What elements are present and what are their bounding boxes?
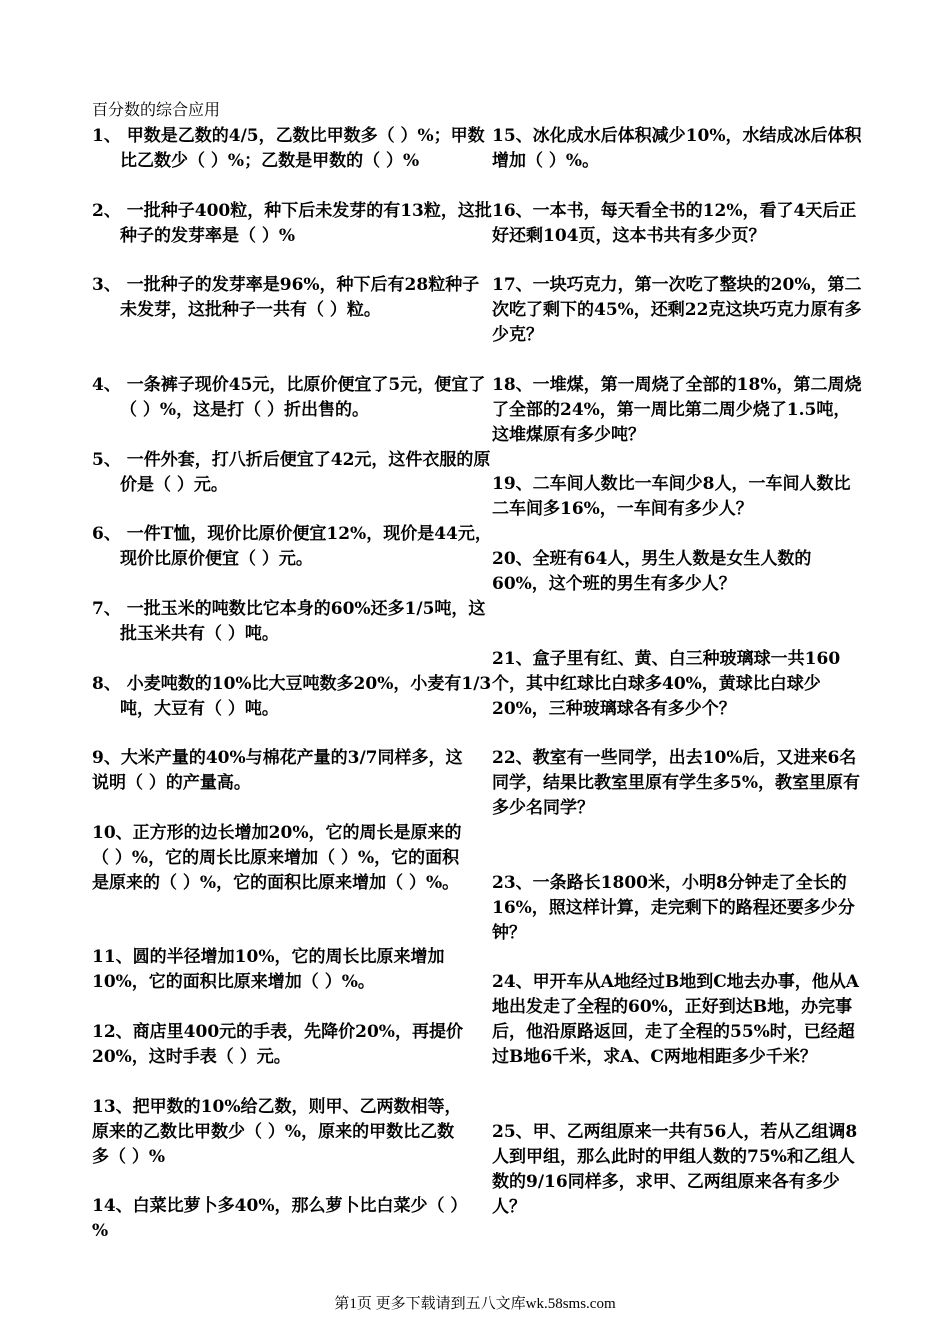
question-12: 12、商店里400元的手表，先降价20%，再提价20%，这时手表（ ）元。: [92, 1022, 463, 1067]
question-9: 9、大米产量的40%与棉花产量的3/7同样多，这说明（ ）的产量高。: [92, 748, 463, 793]
page-footer: 第1页 更多下载请到五八文库wk.58sms.com: [334, 1296, 616, 1312]
question-13: 13、把甲数的10%给乙数，则甲、乙两数相等，原来的乙数比甲数少（ ）%，原来的甲数比乙数多（ ）%: [92, 1097, 462, 1167]
question-23: 23、一条路长1800米，小明8分钟走了全长的16%，照这样计算，走完剩下的路程还要多少分钟？: [492, 873, 855, 943]
question-17: 17、一块巧克力，第一次吃了整块的20%，第二次吃了剩下的45%，还剩22克这块巧克力原有多少克？: [492, 275, 862, 345]
question-6: 6、 一件T恤，现价比原价便宜12%，现价是44元，现价比原价便宜（ ）元。: [92, 524, 492, 569]
question-18: 18、一堆煤，第一周烧了全部的18%，第二周烧了全部的24%，第一周比第二周少烧了1.5吨，这堆煤原有多少吨？: [492, 375, 862, 445]
question-24: 24、甲开车从A地经过B地到C地去办事，他从A地出发走了全程的60%，正好到达B地，办完事后，他沿原路返回，走了全程的55%时，已经超过B地6千米，求A、C两地相距多少千米？: [492, 972, 859, 1067]
question-2: 2、 一批种子400粒，种下后未发芽的有13粒，这批种子的发芽率是（ ）%: [92, 201, 492, 246]
question-22: 22、教室有一些同学，出去10%后，又进来6名同学，结果比教室里原有学生多5%，教室里原有多少名同学？: [492, 748, 860, 818]
question-4: 4、 一条裤子现价45元，比原价便宜了5元，便宜了（ ）%，这是打（ ）折出售的。: [92, 375, 486, 420]
question-20: 20、全班有64人，男生人数是女生人数的60%，这个班的男生有多少人？: [492, 549, 812, 594]
question-16: 16、一本书，每天看全书的12%，看了4天后正好还剩104页，这本书共有多少页？: [492, 201, 857, 246]
question-21: 21、盒子里有红、黄、白三种玻璃球一共160个，其中红球比白球多40%，黄球比白球少20%，三种玻璃球各有多少个？: [492, 649, 841, 719]
question-8: 8、 小麦吨数的10%比大豆吨数多20%，小麦有1/3吨，大豆有（ ）吨。: [92, 674, 492, 719]
question-5: 5、 一件外套，打八折后便宜了42元，这件衣服的原价是（ ）元。: [92, 450, 491, 495]
page-title: 百分数的综合应用: [92, 100, 221, 119]
question-15: 15、冰化成水后体积减少10%，水结成冰后体积增加（ ）%。: [492, 126, 862, 171]
question-1: 1、 甲数是乙数的4/5，乙数比甲数多（ ）%；甲数比乙数少（ ）%；乙数是甲数的（ ）%: [92, 126, 485, 171]
question-25: 25、甲、乙两组原来一共有56人，若从乙组调8人到甲组，那么此时的甲组人数的75%和乙组人数的9/16同样多，求甲、乙两组原来各有多少人？: [492, 1122, 858, 1217]
question-7: 7、 一批玉米的吨数比它本身的60%还多1/5吨，这批玉米共有（ ）吨。: [92, 599, 486, 644]
question-10: 10、正方形的边长增加20%，它的周长是原来的（ ）%，它的周长比原来增加（ ）%，它的面积是原来的（ ）%，它的面积比原来增加（ ）%。: [92, 823, 462, 893]
question-19: 19、二车间人数比一车间少8人，一车间人数比二车间多16%，一车间有多少人？: [492, 474, 851, 519]
question-14: 14、白菜比萝卜多40%，那么萝卜比白菜少（ ）%: [92, 1196, 459, 1241]
question-3: 3、 一批种子的发芽率是96%，种下后有28粒种子未发芽，这批种子一共有（ ）粒。: [92, 275, 480, 320]
question-11: 11、圆的半径增加10%，它的周长比原来增加10%，它的面积比原来增加（ ）%。: [92, 947, 445, 992]
